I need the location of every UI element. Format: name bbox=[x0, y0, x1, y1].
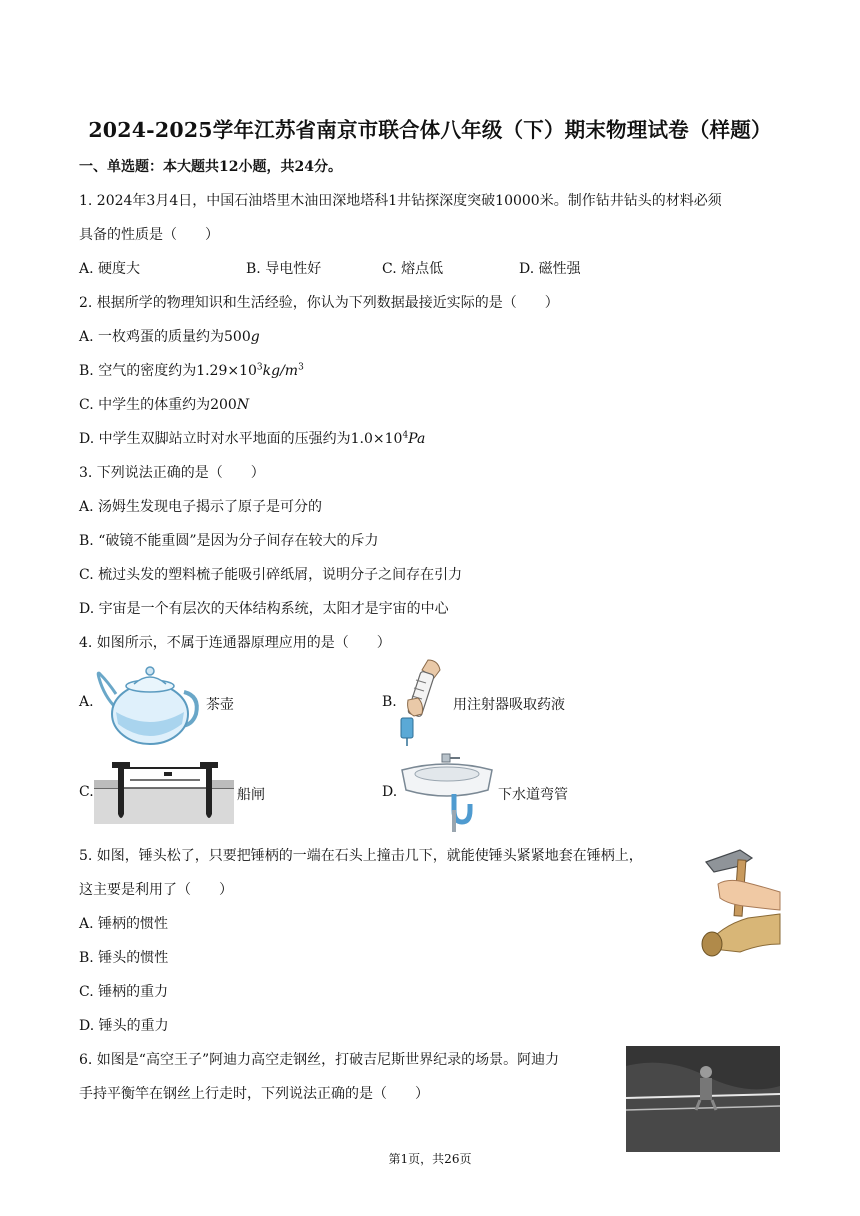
q2-stem: 2. 根据所学的物理知识和生活经验，你认为下列数据最接近实际的是（ ） bbox=[79, 295, 559, 311]
q2-option-c bbox=[79, 394, 249, 414]
q5-option-a: A. 锤柄的惯性 bbox=[79, 916, 169, 932]
q2-option-d-exponent: 4 bbox=[402, 430, 409, 441]
ship-lock-image bbox=[94, 758, 234, 824]
q4-option-c-caption: 船闸 bbox=[237, 787, 265, 803]
q2-option-a-text: A. 一枚鸡蛋的质量约为500 bbox=[79, 329, 251, 345]
q1-option-d: D. 磁性强 bbox=[519, 261, 581, 277]
page-title: 2024-2025学年江苏省南京市联合体八年级（下）期末物理试卷（样题） bbox=[88, 118, 772, 142]
q1-stem-line2: 具备的性质是（ ） bbox=[79, 227, 219, 243]
q1-option-a: A. 硬度大 bbox=[79, 261, 141, 277]
q1-stem-line1: 1. 2024年3月4日，中国石油塔里木油田深地塔科1井钻探深度突破10000米。制作钻井钻头的材料必须 bbox=[79, 193, 722, 209]
q6-stem-line1: 6. 如图是“高空王子”阿迪力高空走钢丝，打破吉尼斯世界纪录的场景。阿迪力 bbox=[79, 1052, 560, 1068]
q1-option-c: C. 熔点低 bbox=[382, 261, 444, 277]
page-footer: 第1页，共26页 bbox=[388, 1152, 472, 1166]
q2-option-b-exponent: 3 bbox=[256, 362, 263, 373]
q2-option-a bbox=[79, 326, 260, 346]
q2-option-b-unit: kg/m bbox=[262, 363, 299, 379]
section-heading-single-choice: 一、单选题：本大题共12小题，共24分。 bbox=[79, 159, 342, 175]
q4-option-c-letter: C. bbox=[79, 784, 94, 800]
q6-stem-line2: 手持平衡竿在钢丝上行走时，下列说法正确的是（ ） bbox=[79, 1086, 429, 1102]
tightrope-walker-photo bbox=[626, 1046, 780, 1152]
q4-stem: 4. 如图所示，不属于连通器原理应用的是（ ） bbox=[79, 635, 391, 651]
q3-option-d: D. 宇宙是一个有层次的天体结构系统，太阳才是宇宙的中心 bbox=[79, 601, 449, 617]
q2-option-d-unit: Pa bbox=[408, 431, 426, 447]
q2-option-d bbox=[79, 428, 425, 448]
q5-option-b: B. 锤头的惯性 bbox=[79, 950, 169, 966]
q2-option-c-text: C. 中学生的体重约为200 bbox=[79, 397, 237, 413]
q2-option-b-text: B. 空气的密度约为1.29×10 bbox=[79, 363, 257, 379]
q1-option-b: B. 导电性好 bbox=[246, 261, 322, 277]
q3-option-c: C. 梳过头发的塑料梳子能吸引碎纸屑，说明分子之间存在引力 bbox=[79, 567, 463, 583]
q4-option-a-letter: A. bbox=[79, 694, 94, 710]
q3-option-a: A. 汤姆生发现电子揭示了原子是可分的 bbox=[79, 499, 323, 515]
q3-option-b: B. “破镜不能重圆”是因为分子间存在较大的斥力 bbox=[79, 533, 379, 549]
syringe-image bbox=[398, 656, 450, 748]
q5-stem-line2: 这主要是利用了（ ） bbox=[79, 882, 233, 898]
drain-trap-image bbox=[398, 750, 496, 834]
q4-option-d-letter: D. bbox=[382, 784, 398, 800]
teapot-image bbox=[94, 656, 206, 748]
q4-option-b-caption: 用注射器吸取药液 bbox=[453, 697, 565, 713]
q2-option-b bbox=[79, 360, 304, 380]
q4-option-d-caption: 下水道弯管 bbox=[498, 787, 568, 803]
q4-option-b-letter: B. bbox=[382, 694, 397, 710]
q5-option-c: C. 锤柄的重力 bbox=[79, 984, 169, 1000]
hammer-image bbox=[700, 848, 782, 958]
q3-stem: 3. 下列说法正确的是（ ） bbox=[79, 465, 265, 481]
q5-stem-line1: 5. 如图，锤头松了，只要把锤柄的一端在石头上撞击几下，就能使锤头紧紧地套在锤柄上， bbox=[79, 848, 643, 864]
q2-option-b-unit-exponent: 3 bbox=[298, 362, 304, 373]
q2-option-a-unit: g bbox=[250, 329, 260, 345]
q5-option-d: D. 锤头的重力 bbox=[79, 1018, 169, 1034]
q4-option-a-caption: 茶壶 bbox=[206, 697, 234, 713]
q2-option-d-text: D. 中学生双脚站立时对水平地面的压强约为1.0×10 bbox=[79, 431, 403, 447]
q2-option-c-unit: N bbox=[236, 397, 250, 413]
